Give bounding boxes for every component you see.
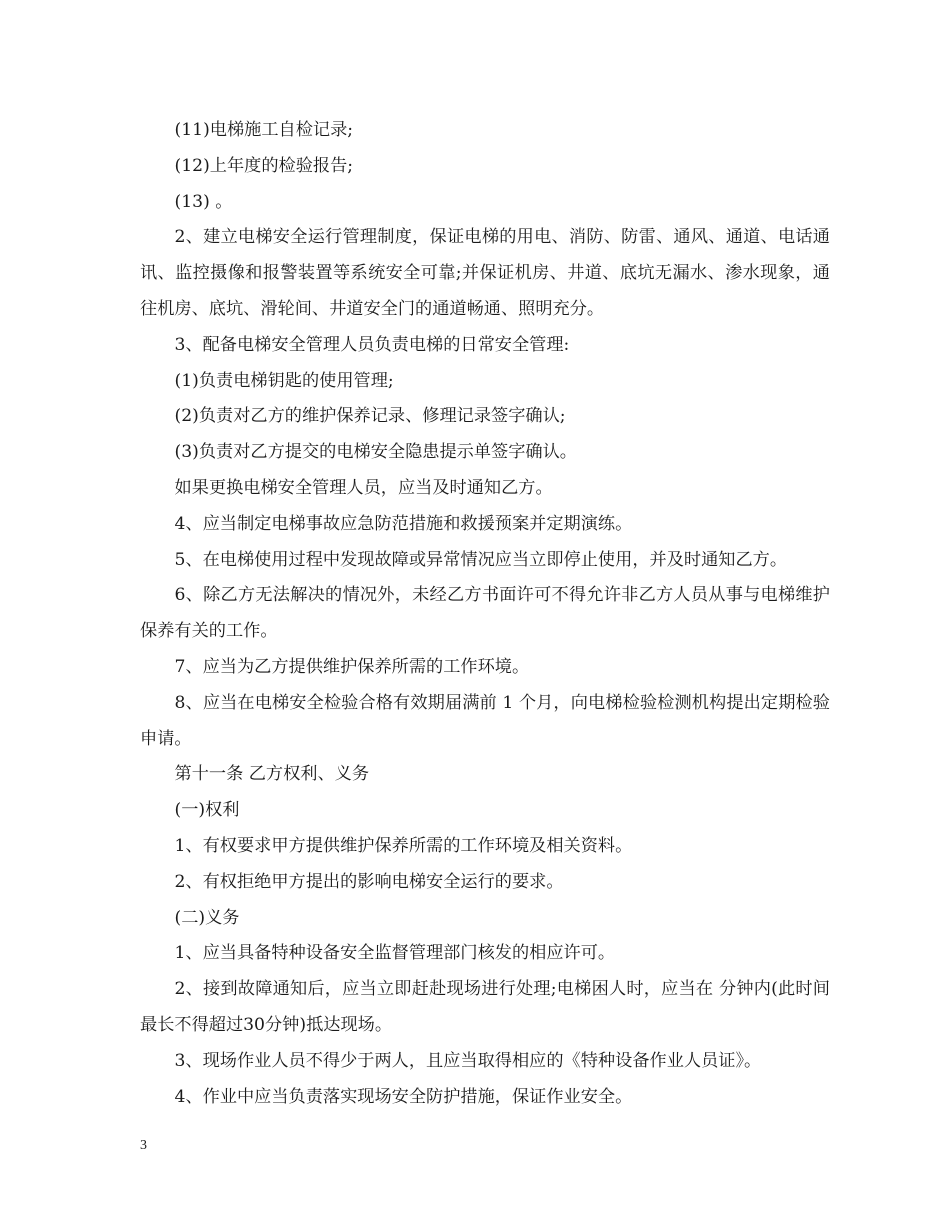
paragraph-clause-7: 7、应当为乙方提供维护保养所需的工作环境。 [174, 656, 530, 677]
section-rights-heading: (一)权利 [174, 800, 240, 821]
paragraph-replacement-note: 如果更换电梯安全管理人员，应当及时通知乙方。 [174, 477, 553, 498]
paragraph-subitem-3: (3)负责对乙方提交的电梯安全隐患提示单签字确认。 [174, 442, 577, 463]
paragraph-clause-5: 5、在电梯使用过程中发现故障或异常情况应当立即停止使用，并及时通知乙方。 [174, 549, 788, 570]
paragraph-clause-6: 6、除乙方无法解决的情况外，未经乙方书面许可不得允许非乙方人员从事与电梯维护保养有关的工作。 [140, 585, 830, 642]
paragraph-item-12: (12)上年度的检验报告; [174, 155, 354, 176]
article-11-heading: 第十一条 乙方权利、义务 [174, 764, 370, 785]
paragraph-clause-3: 3、配备电梯安全管理人员负责电梯的日常安全管理: [174, 334, 570, 355]
paragraph-right-1: 1、有权要求甲方提供维护保养所需的工作环境及相关资料。 [174, 835, 633, 856]
paragraph-clause-2: 2、建立电梯安全运行管理制度，保证电梯的用电、消防、防雷、通风、通道、电话通讯、监控摄像和报警装置等系统安全可靠;并保证机房、井道、底坑无漏水、渗水现象，通往机房、底坑、滑轮间、井道安全门的通道畅通、照明充分。 [140, 227, 830, 319]
paragraph-subitem-2: (2)负责对乙方的维护保养记录、修理记录签字确认; [174, 406, 566, 427]
paragraph-obligation-2: 2、接到故障通知后，应当立即赶赴现场进行处理;电梯困人时，应当在 分钟内(此时间最长不得超过30分钟)抵达现场。 [140, 979, 830, 1035]
paragraph-obligation-4: 4、作业中应当负责落实现场安全防护措施，保证作业安全。 [174, 1086, 633, 1107]
paragraph-clause-8: 8、应当在电梯安全检验合格有效期届满前 1 个月，向电梯检验检测机构提出定期检验申请。 [140, 692, 830, 749]
paragraph-obligation-1: 1、应当具备特种设备安全监督管理部门核发的相应许可。 [174, 943, 616, 964]
document-body [140, 113, 830, 1115]
section-obligations-heading: (二)义务 [174, 907, 240, 928]
page-number: 3 [140, 1138, 147, 1153]
paragraph-item-13: (13) 。 [174, 191, 233, 212]
paragraph-clause-4: 4、应当制定电梯事故应急防范措施和救援预案并定期演练。 [174, 513, 633, 534]
paragraph-right-2: 2、有权拒绝甲方提出的影响电梯安全运行的要求。 [174, 871, 564, 892]
paragraph-obligation-3: 3、现场作业人员不得少于两人，且应当取得相应的《特种设备作业人员证》。 [174, 1050, 762, 1071]
paragraph-item-11: (11)电梯施工自检记录; [174, 120, 354, 140]
paragraph-subitem-1: (1)负责电梯钥匙的使用管理; [174, 370, 394, 391]
